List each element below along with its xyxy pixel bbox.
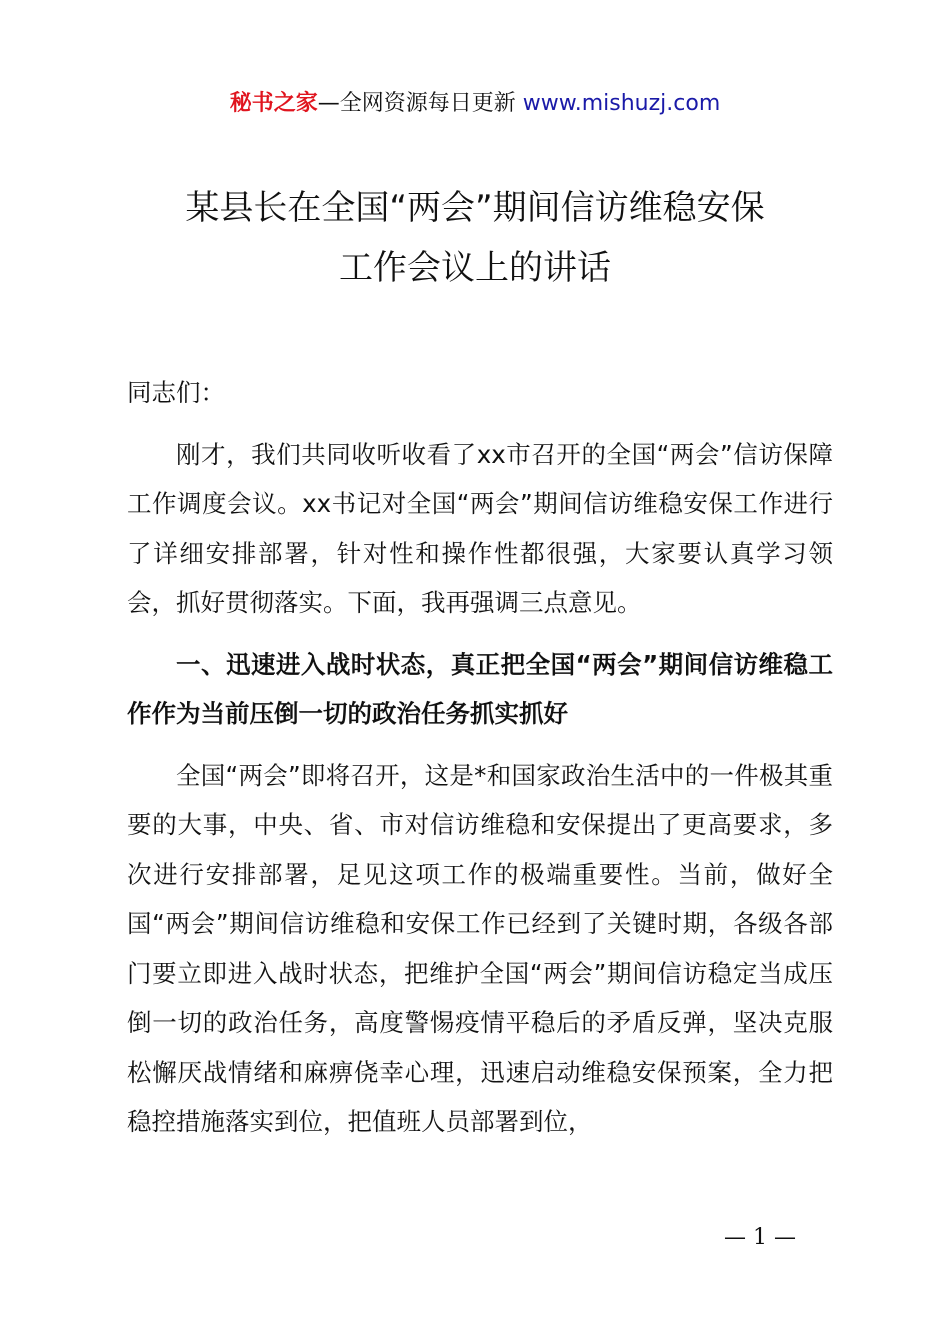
salutation: 同志们：: [127, 378, 225, 407]
section-1-heading: 一、迅速进入战时状态，真正把全国“两会”期间信访维稳工作作为当前压倒一切的政治任务抓实抓好: [127, 649, 833, 728]
header-slogan: —全网资源每日更新: [317, 91, 523, 116]
section-1-paragraph: 全国“两会”即将召开，这是*和国家政治生活中的一件极其重要的大事，中央、省、市对信访维稳和安保提出了更高要求，多次进行安排部署，足见这项工作的极端重要性。当前，做好全国“两会”期间信访维稳和安保工作已经到了关键时期，各级各部门要立即进入战时状态，把维护全国“两会”期间信访稳定当成压倒一切的政治任务，高度警惕疫情平稳后的矛盾反弹，坚决克服松懈厌战情绪和麻痹侥幸心理，迅速启动维稳安保预案，全力把稳控措施落实到位，把值班人员部署到位，: [127, 760, 833, 1136]
site-url-link[interactable]: www.mishuzj.com: [522, 91, 721, 116]
site-header: [0, 88, 950, 120]
brand-name: 秘书之家: [229, 91, 318, 116]
intro-paragraph: 刚才，我们共同收听收看了xx市召开的全国“两会”信访保障工作调度会议。xx书记对全国“两会”期间信访维稳安保工作进行了详细安排部署，针对性和操作性都很强，大家要认真学习领会，抓好贯彻落实。下面，我再强调三点意见。: [127, 439, 833, 617]
title-line-1: 某县长在全国“两会”期间信访维稳安保: [185, 188, 765, 228]
title-line-2: 工作会议上的讲话: [339, 248, 611, 288]
document-title: [0, 178, 950, 298]
document-body: [127, 368, 833, 1159]
page-number: — 1 —: [724, 1225, 796, 1250]
